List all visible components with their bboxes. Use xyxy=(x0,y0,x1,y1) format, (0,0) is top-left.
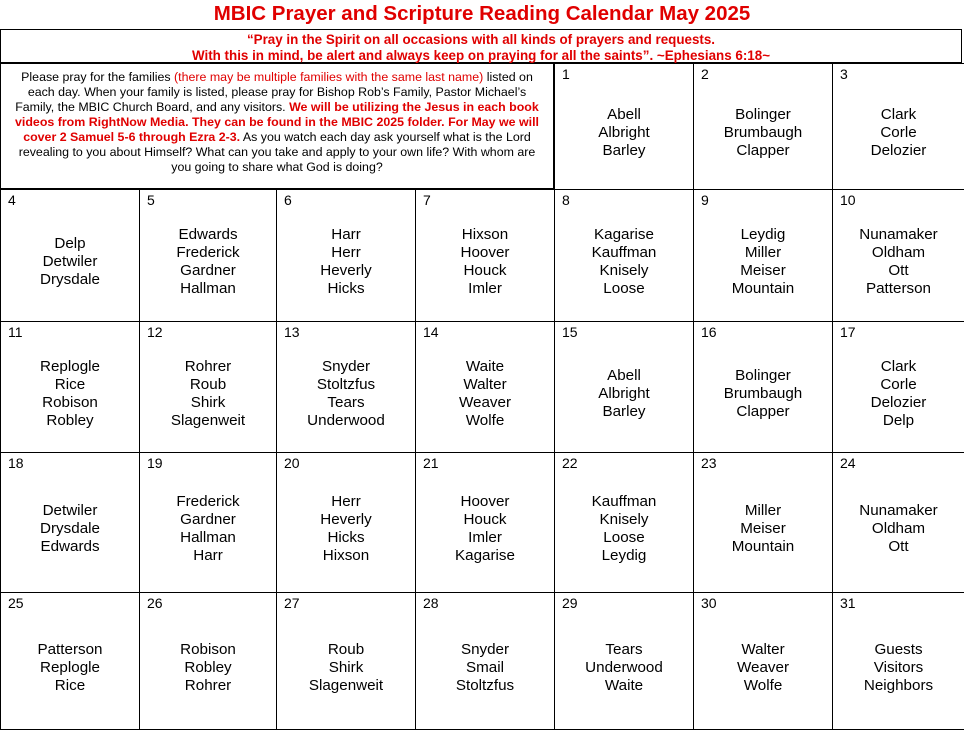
family-names xyxy=(833,358,964,430)
day-cell xyxy=(554,63,694,190)
family-names xyxy=(416,226,554,298)
family-name: Hoover xyxy=(460,244,510,261)
family-name: Hoover xyxy=(460,493,510,510)
family-name: Robley xyxy=(184,659,232,676)
family-names xyxy=(694,641,832,695)
day-number: 2 xyxy=(701,66,709,82)
day-cell xyxy=(0,452,140,593)
day-number: 5 xyxy=(147,192,155,208)
family-name: Barley xyxy=(602,142,646,159)
family-names xyxy=(555,367,693,421)
family-name: Meiser xyxy=(740,520,786,537)
day-number: 3 xyxy=(840,66,848,82)
family-name: Imler xyxy=(468,280,502,297)
day-cell xyxy=(415,189,555,322)
family-name: Brumbaugh xyxy=(723,385,803,402)
family-name: Walter xyxy=(463,376,507,393)
family-name: Kagarise xyxy=(594,226,654,243)
family-name: Rice xyxy=(54,376,86,393)
family-name: Detwiler xyxy=(42,502,98,519)
day-number: 13 xyxy=(284,324,300,340)
family-name: Slagenweit xyxy=(308,677,384,694)
family-name: Kauffman xyxy=(591,244,657,261)
family-name: Tears xyxy=(605,641,643,658)
family-name: Leydig xyxy=(740,226,786,243)
day-cell xyxy=(832,321,964,453)
family-names xyxy=(277,358,415,430)
day-number: 25 xyxy=(8,595,24,611)
day-cell xyxy=(0,189,140,322)
family-names xyxy=(694,502,832,556)
day-number: 6 xyxy=(284,192,292,208)
verse-line-1: “Pray in the Spirit on all occasions with all kinds of prayers and requests. xyxy=(246,32,716,47)
day-number: 19 xyxy=(147,455,163,471)
day-number: 12 xyxy=(147,324,163,340)
verse-line-2: With this in mind, be alert and always keep on praying for all the saints”. ~Ephesians 6:18~ xyxy=(191,47,771,63)
scripture-verse xyxy=(0,29,962,63)
day-cell xyxy=(693,321,833,453)
family-names xyxy=(833,502,964,556)
family-name: Nunamaker xyxy=(859,226,938,243)
family-name: Meiser xyxy=(740,262,786,279)
family-name: Robison xyxy=(42,394,98,411)
family-name: Corle xyxy=(880,376,917,393)
family-name: Guests xyxy=(874,641,923,658)
family-names xyxy=(694,226,832,298)
family-name: Barley xyxy=(602,403,646,420)
family-names xyxy=(833,226,964,298)
family-name: Abell xyxy=(607,367,641,384)
family-name: Kagarise xyxy=(455,547,515,564)
family-name: Hixson xyxy=(461,226,509,243)
day-number: 8 xyxy=(562,192,570,208)
day-cell xyxy=(139,321,277,453)
family-name: Knisely xyxy=(599,262,649,279)
day-number: 31 xyxy=(840,595,856,611)
family-name: Gardner xyxy=(180,511,236,528)
family-name: Stoltzfus xyxy=(455,677,515,694)
family-names xyxy=(416,641,554,695)
day-cell xyxy=(693,189,833,322)
day-cell xyxy=(139,189,277,322)
family-name: Underwood xyxy=(307,412,385,429)
day-number: 17 xyxy=(840,324,856,340)
family-name: Houck xyxy=(463,262,507,279)
family-names xyxy=(140,493,276,565)
family-name: Ott xyxy=(888,262,909,279)
family-name: Wolfe xyxy=(465,412,505,429)
family-names xyxy=(416,493,554,565)
family-name: Rohrer xyxy=(184,677,232,694)
day-cell xyxy=(832,592,964,730)
family-name: Snyder xyxy=(321,358,371,375)
day-cell xyxy=(139,452,277,593)
day-cell xyxy=(554,452,694,593)
family-name: Bolinger xyxy=(735,367,791,384)
family-name: Neighbors xyxy=(863,677,934,694)
day-cell xyxy=(554,321,694,453)
family-name: Houck xyxy=(463,511,507,528)
family-name: Nunamaker xyxy=(859,502,938,519)
family-name: Oldham xyxy=(871,244,926,261)
day-number: 22 xyxy=(562,455,578,471)
family-name: Mountain xyxy=(731,280,795,297)
family-name: Shirk xyxy=(328,659,364,676)
family-names xyxy=(140,358,276,430)
day-number: 27 xyxy=(284,595,300,611)
day-number: 20 xyxy=(284,455,300,471)
family-name: Frederick xyxy=(176,244,240,261)
family-name: Weaver xyxy=(458,394,512,411)
family-name: Heverly xyxy=(320,262,372,279)
family-name: Miller xyxy=(744,502,782,519)
day-cell xyxy=(693,452,833,593)
family-names xyxy=(1,502,139,556)
family-names xyxy=(1,358,139,430)
family-name: Herr xyxy=(331,493,361,510)
family-name: Robley xyxy=(46,412,94,429)
family-name: Detwiler xyxy=(42,253,98,270)
day-number: 18 xyxy=(8,455,24,471)
intro-note: (there may be multiple families with the same last name) xyxy=(174,70,484,84)
day-number: 23 xyxy=(701,455,717,471)
family-name: Shirk xyxy=(190,394,226,411)
family-name: Hicks xyxy=(327,529,365,546)
family-name: Walter xyxy=(741,641,785,658)
family-name: Delp xyxy=(54,235,86,252)
day-number: 28 xyxy=(423,595,439,611)
family-name: Loose xyxy=(603,529,645,546)
family-name: Delp xyxy=(882,412,915,429)
family-name: Knisely xyxy=(599,511,649,528)
family-name: Patterson xyxy=(37,641,103,658)
family-names xyxy=(416,358,554,430)
family-name: Visitors xyxy=(873,659,924,676)
day-cell xyxy=(276,189,416,322)
family-name: Delozier xyxy=(870,142,927,159)
day-cell xyxy=(276,592,416,730)
day-cell xyxy=(832,63,964,190)
family-names xyxy=(1,641,139,695)
intro-part-3: listed on each day. When your family is listed, please pray for Bishop Rob’s Family, Pastor Michael’s Family, the MBIC Church Board, and any visitors. xyxy=(15,70,533,114)
family-name: Underwood xyxy=(585,659,663,676)
day-cell xyxy=(832,452,964,593)
family-name: Frederick xyxy=(176,493,240,510)
family-name: Oldham xyxy=(871,520,926,537)
family-names xyxy=(555,641,693,695)
family-names xyxy=(277,493,415,565)
day-number: 7 xyxy=(423,192,431,208)
family-name: Edwards xyxy=(40,538,100,555)
family-name: Edwards xyxy=(178,226,238,243)
day-cell xyxy=(693,592,833,730)
family-name: Roub xyxy=(327,641,365,658)
page-title: MBIC Prayer and Scripture Reading Calendar May 2025 xyxy=(213,2,751,25)
family-name: Robison xyxy=(180,641,236,658)
family-name: Hicks xyxy=(327,280,365,297)
family-names xyxy=(555,226,693,298)
family-name: Kauffman xyxy=(591,493,657,510)
family-name: Brumbaugh xyxy=(723,124,803,141)
family-name: Heverly xyxy=(320,511,372,528)
family-name: Imler xyxy=(468,529,502,546)
family-name: Waite xyxy=(465,358,505,375)
family-names xyxy=(833,106,964,160)
day-number: 24 xyxy=(840,455,856,471)
family-names xyxy=(1,235,139,289)
day-number: 10 xyxy=(840,192,856,208)
family-name: Clapper xyxy=(736,142,790,159)
day-cell xyxy=(415,592,555,730)
day-number: 1 xyxy=(562,66,570,82)
day-number: 16 xyxy=(701,324,717,340)
intro-part-5: As you watch each day ask yourself what is the Lord revealing to you about Himself? What can you take and apply to your own life? With whom are you going to share what God is doing? xyxy=(18,130,536,174)
family-names xyxy=(694,367,832,421)
family-name: Weaver xyxy=(736,659,790,676)
family-name: Hixson xyxy=(322,547,370,564)
family-name: Herr xyxy=(331,244,361,261)
family-names xyxy=(140,226,276,298)
day-number: 29 xyxy=(562,595,578,611)
day-cell xyxy=(139,592,277,730)
day-cell xyxy=(415,452,555,593)
intro-reading-plan: We will be utilizing the Jesus in each book videos from RightNow Media. They can be found in the MBIC 2025 folder. For May we will cover 2 Samuel 5-6 through Ezra 2-3. xyxy=(15,100,539,144)
day-number: 21 xyxy=(423,455,439,471)
family-name: Ott xyxy=(888,538,909,555)
day-number: 9 xyxy=(701,192,709,208)
day-number: 14 xyxy=(423,324,439,340)
family-name: Gardner xyxy=(180,262,236,279)
day-number: 26 xyxy=(147,595,163,611)
day-cell xyxy=(693,63,833,190)
family-name: Hallman xyxy=(180,280,236,297)
family-name: Mountain xyxy=(731,538,795,555)
day-cell xyxy=(415,321,555,453)
day-number: 4 xyxy=(8,192,16,208)
intro-part-1: Please pray for the families xyxy=(21,70,175,84)
family-name: Rohrer xyxy=(184,358,232,375)
family-name: Waite xyxy=(604,677,644,694)
family-name: Bolinger xyxy=(735,106,791,123)
day-cell xyxy=(0,321,140,453)
day-number: 30 xyxy=(701,595,717,611)
family-name: Snyder xyxy=(460,641,510,658)
family-name: Replogle xyxy=(40,358,100,375)
family-name: Miller xyxy=(744,244,782,261)
family-name: Slagenweit xyxy=(170,412,246,429)
family-name: Drysdale xyxy=(40,520,100,537)
family-name: Smail xyxy=(466,659,504,676)
day-number: 11 xyxy=(8,324,23,340)
family-names xyxy=(140,641,276,695)
family-name: Delozier xyxy=(870,394,927,411)
family-names xyxy=(833,641,964,695)
family-name: Clapper xyxy=(736,403,790,420)
day-cell xyxy=(0,592,140,730)
family-name: Roub xyxy=(189,376,227,393)
family-name: Corle xyxy=(880,124,917,141)
family-name: Abell xyxy=(607,106,641,123)
family-name: Rice xyxy=(54,677,86,694)
family-name: Replogle xyxy=(40,659,100,676)
family-names xyxy=(694,106,832,160)
family-name: Albright xyxy=(598,124,650,141)
day-cell xyxy=(276,321,416,453)
family-name: Albright xyxy=(598,385,650,402)
intro-text xyxy=(0,63,554,189)
family-name: Patterson xyxy=(865,280,931,297)
family-name: Wolfe xyxy=(743,677,783,694)
day-cell xyxy=(554,592,694,730)
day-cell xyxy=(554,189,694,322)
family-names xyxy=(555,106,693,160)
family-name: Hallman xyxy=(180,529,236,546)
family-names xyxy=(555,493,693,565)
family-name: Tears xyxy=(327,394,365,411)
family-name: Harr xyxy=(331,226,361,243)
family-name: Clark xyxy=(880,358,917,375)
day-cell xyxy=(276,452,416,593)
family-name: Clark xyxy=(880,106,917,123)
family-name: Harr xyxy=(193,547,223,564)
family-name: Leydig xyxy=(601,547,647,564)
family-name: Loose xyxy=(603,280,645,297)
family-names xyxy=(277,226,415,298)
family-names xyxy=(277,641,415,695)
family-name: Stoltzfus xyxy=(316,376,376,393)
family-name: Drysdale xyxy=(40,271,100,288)
day-cell xyxy=(832,189,964,322)
day-number: 15 xyxy=(562,324,578,340)
